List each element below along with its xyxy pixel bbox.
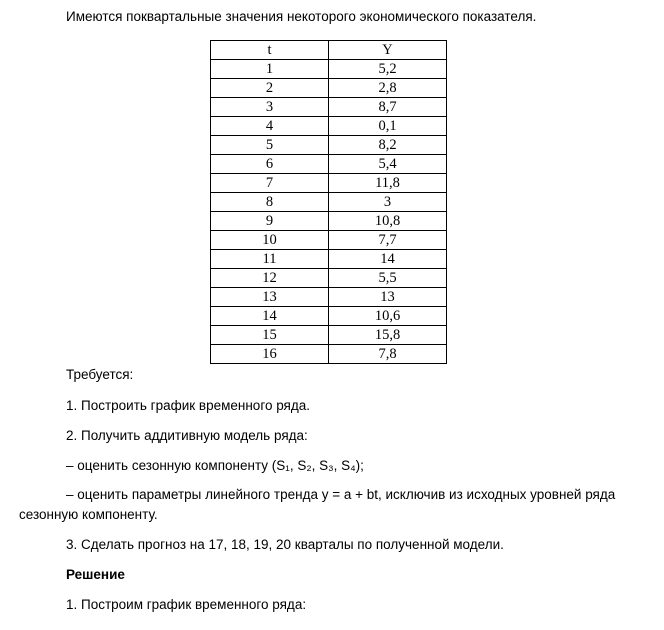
cell-t: 1 — [211, 60, 329, 79]
task-item-3: 3. Сделать прогноз на 17, 18, 19, 20 кварталы по полученной модели. — [66, 537, 504, 552]
table-row — [211, 345, 447, 364]
data-table — [210, 40, 447, 364]
table-row — [211, 98, 447, 117]
cell-y: 7,8 — [329, 345, 447, 364]
cell-y: 3 — [329, 193, 447, 212]
cell-t: 12 — [211, 269, 329, 288]
table-row — [211, 326, 447, 345]
cell-t: 3 — [211, 98, 329, 117]
cell-y: 10,8 — [329, 212, 447, 231]
cell-y: 15,8 — [329, 326, 447, 345]
cell-t: 8 — [211, 193, 329, 212]
cell-t: 13 — [211, 288, 329, 307]
cell-y: 5,5 — [329, 269, 447, 288]
cell-t: 6 — [211, 155, 329, 174]
cell-t: 10 — [211, 231, 329, 250]
task-item-2b-continuation: сезонную компоненту. — [19, 507, 158, 522]
table-row — [211, 155, 447, 174]
table-row — [211, 79, 447, 98]
cell-t: 16 — [211, 345, 329, 364]
cell-y: 7,7 — [329, 231, 447, 250]
table-row — [211, 231, 447, 250]
cell-t: 14 — [211, 307, 329, 326]
table-row — [211, 117, 447, 136]
table-row — [211, 288, 447, 307]
intro-text: Имеются поквартальные значения некоторого экономического показателя. — [66, 9, 537, 24]
cell-y: 0,1 — [329, 117, 447, 136]
table-header-row — [211, 41, 447, 60]
table-row — [211, 212, 447, 231]
cell-t: 9 — [211, 212, 329, 231]
table-row — [211, 193, 447, 212]
table-row — [211, 174, 447, 193]
task-item-2b: – оценить параметры линейного тренда y = a + bt, исключив из исходных уровней ряда — [66, 487, 616, 502]
solution-step-1: 1. Построим график временного ряда: — [66, 597, 307, 612]
task-item-2a: – оценить сезонную компоненту (S₁, S₂, S₃, S₄); — [66, 458, 364, 473]
cell-y: 10,6 — [329, 307, 447, 326]
cell-y: 14 — [329, 250, 447, 269]
cell-t: 2 — [211, 79, 329, 98]
cell-t: 11 — [211, 250, 329, 269]
header-t: t — [211, 41, 329, 60]
table-row — [211, 250, 447, 269]
requirements-label: Требуется: — [66, 367, 134, 382]
table-row — [211, 269, 447, 288]
cell-t: 7 — [211, 174, 329, 193]
solution-heading: Решение — [66, 567, 125, 582]
table-row — [211, 60, 447, 79]
task-item-1: 1. Построить график временного ряда. — [66, 398, 311, 413]
cell-y: 11,8 — [329, 174, 447, 193]
task-item-2: 2. Получить аддитивную модель ряда: — [66, 428, 308, 443]
table-row — [211, 136, 447, 155]
cell-t: 4 — [211, 117, 329, 136]
cell-t: 15 — [211, 326, 329, 345]
cell-y: 8,7 — [329, 98, 447, 117]
cell-y: 8,2 — [329, 136, 447, 155]
cell-y: 5,2 — [329, 60, 447, 79]
table-row — [211, 307, 447, 326]
table-body — [211, 60, 447, 364]
cell-y: 2,8 — [329, 79, 447, 98]
cell-y: 13 — [329, 288, 447, 307]
header-y: Y — [329, 41, 447, 60]
cell-t: 5 — [211, 136, 329, 155]
cell-y: 5,4 — [329, 155, 447, 174]
